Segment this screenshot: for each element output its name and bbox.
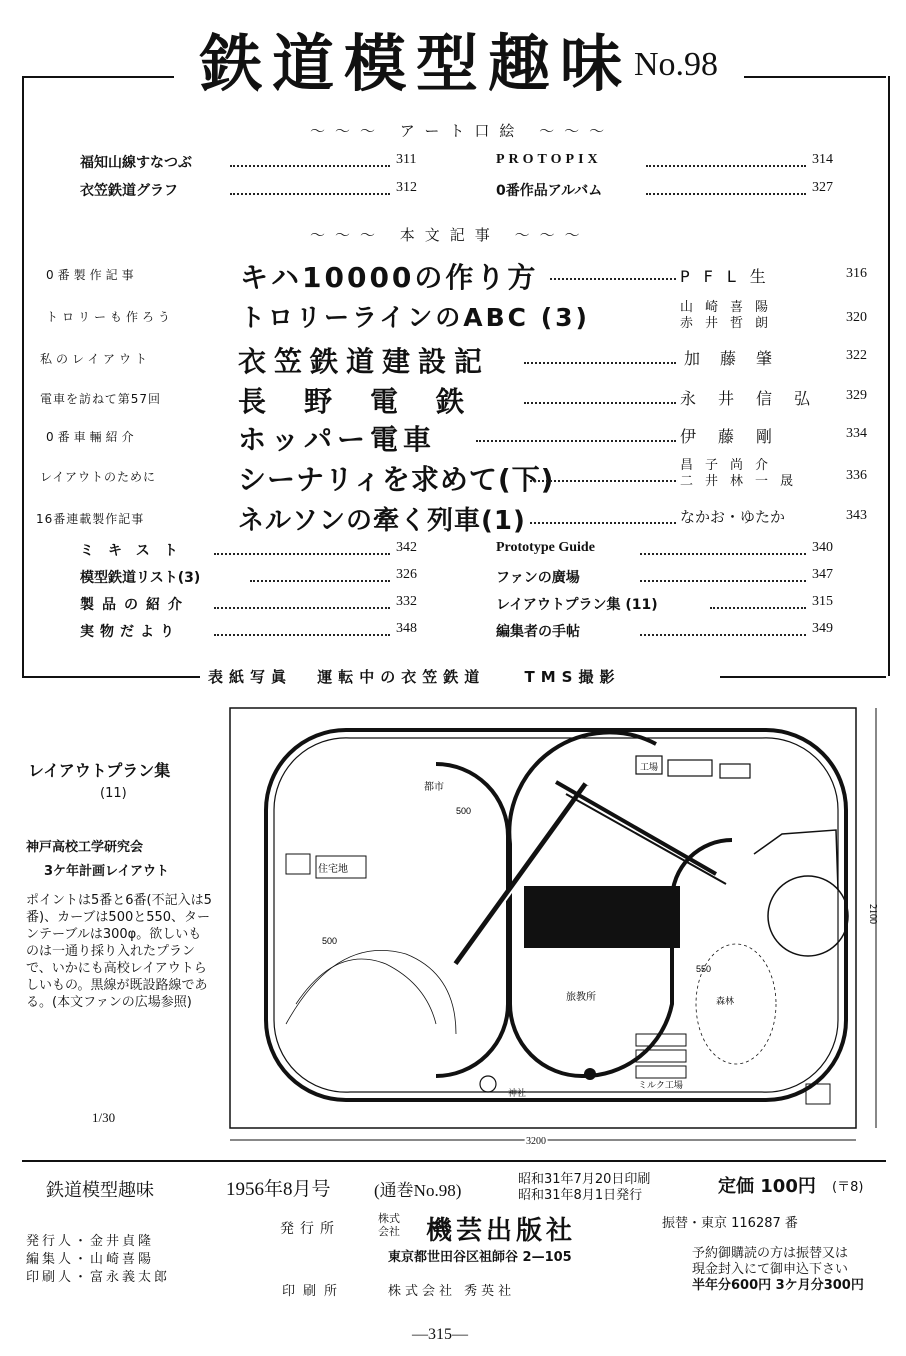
art-item-page: 327 — [812, 180, 833, 195]
article-category: 0番製作記事 — [46, 268, 138, 282]
subscribe-line-1: 予約御購読の方は振替又は — [692, 1246, 849, 1261]
article-category: 私のレイアウト — [40, 352, 152, 366]
publisher-label: 発行所 — [280, 1221, 340, 1237]
frame-edge — [22, 76, 174, 78]
section-main-label: 本文記事 — [399, 226, 500, 244]
leader-dots — [530, 522, 676, 524]
misc-item-title: 編集者の手帖 — [496, 624, 580, 640]
leader-dots — [524, 362, 676, 364]
misc-item-page: 348 — [396, 621, 417, 636]
misc-item-page: 340 — [812, 540, 833, 555]
plan-series-title: レイアウトプラン集 — [28, 761, 171, 780]
colophon-printed: 昭和31年7月20日印刷 — [518, 1172, 651, 1187]
map-label-school: 旅教所 — [566, 992, 596, 1003]
article-page: 336 — [846, 468, 867, 483]
cover-caption — [208, 666, 620, 687]
colophon-rule — [22, 1160, 886, 1162]
colophon-volume: (通巻No.98) — [374, 1181, 462, 1200]
issue-number: No.98 — [634, 46, 719, 83]
article-author: なかお・ゆたか — [680, 508, 786, 526]
article-page: 316 — [846, 266, 867, 281]
publisher-name: 機芸出版社 — [426, 1216, 577, 1246]
publisher-corp: 株式会社 — [378, 1212, 400, 1238]
art-item-page: 312 — [396, 180, 417, 195]
plan-number: (11) — [100, 786, 127, 801]
colophon-price: 定価 100円 — [718, 1176, 816, 1197]
misc-item-title: レイアウトプラン集 (11) — [496, 597, 658, 613]
art-item-page: 311 — [396, 152, 417, 167]
article-page: 334 — [846, 426, 867, 441]
misc-item-page: 347 — [812, 567, 833, 582]
map-label-city: 都市 — [424, 782, 444, 793]
art-item-title: 福知山線すなつぶ — [80, 155, 192, 171]
map-label-radius: 500 — [456, 806, 472, 816]
frame-edge — [744, 76, 886, 78]
misc-item-page: 315 — [812, 594, 833, 609]
article-category: トロリーも作ろう — [46, 310, 175, 324]
article-author: PFL生 — [680, 267, 780, 286]
leader-dots — [250, 580, 390, 582]
article-author-2: 赤井哲朗 — [680, 316, 781, 331]
leader-dots — [230, 193, 390, 195]
cover-label: 表紙写眞 — [208, 668, 293, 686]
plan-subtitle: 3ケ年計画レイアウト — [44, 864, 170, 879]
leader-dots — [530, 480, 676, 482]
leader-dots — [640, 580, 806, 582]
article-author: 昌子尚介 — [680, 458, 781, 473]
leader-dots — [646, 165, 806, 167]
printer-label: 印刷所 — [282, 1284, 346, 1299]
article-page: 329 — [846, 388, 867, 403]
map-label-radius: 550 — [696, 964, 712, 974]
article-author: 山崎喜陽 — [680, 300, 781, 315]
leader-dots — [640, 634, 806, 636]
article-page: 320 — [846, 310, 867, 325]
colophon-magazine: 鉄道模型趣味 — [46, 1180, 154, 1201]
dimension-height: 2100 — [867, 904, 878, 924]
page-number: —315— — [412, 1326, 468, 1343]
article-title: ネルソンの牽く列車(1) — [238, 506, 526, 536]
subscribe-line-2: 現金封入にて御申込下さい — [692, 1262, 849, 1277]
art-item-title: 0番作品アルバム — [496, 183, 603, 199]
leader-dots — [214, 553, 390, 555]
leader-dots — [230, 165, 390, 167]
misc-item-page: 349 — [812, 621, 833, 636]
misc-item-page: 326 — [396, 567, 417, 582]
article-category: 電車を訪ねて第57回 — [40, 392, 161, 406]
article-author: 永井信弘 — [680, 389, 833, 408]
leader-dots — [550, 278, 676, 280]
art-item-title: 衣笠鉄道グラフ — [80, 183, 178, 199]
plan-org: 神戸高校工学研究会 — [26, 840, 144, 855]
misc-item-title: ミキスト — [80, 543, 192, 559]
leader-dots — [710, 607, 806, 609]
map-label-radius: 500 — [322, 936, 338, 946]
printer-name: 株式会社 秀英社 — [388, 1284, 516, 1299]
article-category: レイアウトのために — [40, 470, 157, 484]
map-label-station: 住宅地 — [318, 864, 348, 875]
art-item-page: 314 — [812, 152, 833, 167]
frame-edge — [22, 676, 200, 678]
colophon-issued: 昭和31年8月1日発行 — [518, 1188, 643, 1203]
article-author-2: 二井林一晟 — [680, 474, 806, 489]
plan-description: ポイントは5番と6番(不記入は5番)、カーブは500と550、ターンテーブルは300φ。欲しいものは一通り採り入れたプランで、いかにも高校レイアウトらしいもの。黒線が既設路線である。(本文ファンの広場参照) — [26, 893, 212, 1010]
art-item-title: PROTOPIX — [496, 152, 602, 167]
publisher-address: 東京都世田谷区祖師谷 2—105 — [388, 1250, 572, 1265]
misc-item-title: 製品の紹介 — [80, 597, 190, 613]
leader-dots — [646, 193, 806, 195]
article-title: キハ10000の作り方 — [240, 261, 539, 294]
colophon-postage: (〒8) — [832, 1180, 864, 1195]
map-label-shrine: 神社 — [508, 1089, 527, 1099]
article-category: 0番車輛紹介 — [46, 430, 138, 444]
leader-dots — [640, 553, 806, 555]
colophon-date: 1956年8月号 — [226, 1179, 331, 1200]
leader-dots — [214, 634, 390, 636]
misc-item-title: 実物だより — [80, 624, 180, 640]
cover-credit: TMS撮影 — [524, 668, 621, 686]
misc-item-title: ファンの廣場 — [496, 570, 580, 586]
article-page: 343 — [846, 508, 867, 523]
editor-person: 編集人・山崎喜陽 — [26, 1252, 155, 1267]
section-main-heading: 〜〜〜 本文記事 〜〜〜 — [310, 226, 590, 244]
article-title: シーナリィを求めて(下) — [238, 463, 555, 496]
map-label-forest: 森林 — [716, 997, 735, 1007]
misc-item-page: 342 — [396, 540, 417, 555]
misc-item-page: 332 — [396, 594, 417, 609]
publisher-person: 発行人・金井貞隆 — [26, 1234, 155, 1249]
article-page: 322 — [846, 348, 867, 363]
leader-dots — [524, 402, 676, 404]
map-label-milk-factory: ミルク工場 — [638, 1081, 683, 1091]
article-title: 衣笠鉄道建設記 — [238, 345, 491, 378]
dimension-width: 3200 — [526, 1136, 546, 1146]
cover-text: 運転中の衣笠鉄道 — [317, 668, 486, 686]
article-title: 長野電鉄 — [238, 385, 503, 418]
layout-plan-diagram — [226, 704, 892, 1146]
leader-dots — [476, 440, 676, 442]
section-art-label: アート口絵 — [399, 122, 525, 140]
article-title: トロリーラインのABC (3) — [240, 303, 590, 332]
subscribe-line-3: 半年分600円 3ケ月分300円 — [692, 1278, 864, 1293]
article-author: 加藤肇 — [684, 349, 793, 368]
map-label-factory: 工場 — [640, 763, 659, 773]
article-title: ホッパー電車 — [238, 423, 437, 456]
misc-item-title: Prototype Guide — [496, 540, 595, 555]
frame-edge — [720, 676, 886, 678]
magazine-title: 鉄道模型趣味 — [200, 27, 633, 100]
article-category: 16番連載製作記事 — [36, 512, 145, 526]
plan-scale: 1/30 — [92, 1110, 116, 1125]
leader-dots — [214, 607, 390, 609]
misc-item-title: 模型鉄道リスト(3) — [80, 570, 201, 586]
section-art-heading: 〜〜〜 アート口絵 〜〜〜 — [310, 122, 615, 140]
printer-person: 印刷人・富永義太郎 — [26, 1270, 171, 1285]
article-author: 伊藤剛 — [680, 427, 795, 446]
colophon-transfer: 振替・東京 116287 番 — [662, 1216, 798, 1231]
